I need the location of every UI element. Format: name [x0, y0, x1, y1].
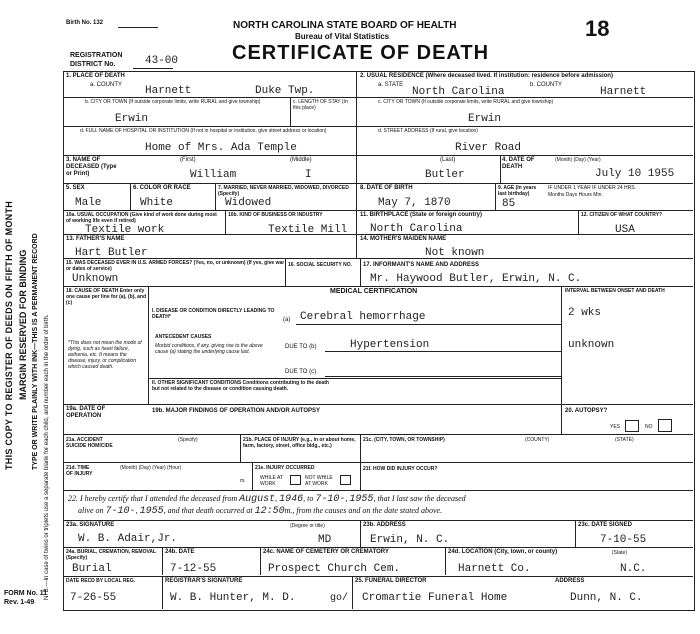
form-number: FORM No. 11	[4, 590, 48, 597]
armed-forces-value: Unknown	[72, 273, 119, 285]
date-signed-label: 23c. DATE SIGNED	[578, 522, 632, 528]
citizen-value: USA	[615, 224, 635, 236]
certify-hour: 12:50	[254, 506, 285, 517]
accident-label: 21a. ACCIDENT SUICIDE HOMICIDE	[66, 437, 113, 449]
last-name-label: (Last)	[440, 157, 456, 163]
degree-label: (Degree or title)	[290, 523, 325, 529]
antecedent-label: ANTECEDENT CAUSES	[155, 334, 212, 340]
residence-state-label: a. STATE	[378, 82, 404, 88]
not-while-label: NOT WHILE AT WORK	[305, 475, 333, 487]
received-date: 7-26-55	[70, 592, 117, 604]
district-label: DISTRICT No.	[70, 61, 116, 68]
received-label: DATE RECD BY LOCAL REG.	[66, 578, 136, 584]
length-of-stay-label: c. LENGTH OF STAY (In this place)	[293, 99, 348, 111]
district-value: 43-00	[145, 55, 179, 67]
burial-location-label: 24d. LOCATION (City, town, or county)	[448, 549, 558, 555]
funeral-director-label: 25. FUNERAL DIRECTOR	[355, 578, 427, 584]
form-revision: Rev. 1-49	[4, 599, 35, 606]
informant-label: 17. INFORMANT'S NAME AND ADDRESS	[363, 262, 479, 268]
mother-value: Not known	[425, 247, 485, 259]
accident-specify: (Specify)	[178, 437, 198, 443]
certify-to-year: 1955	[349, 494, 374, 505]
age-under-label: IF UNDER 1 YEAR IF UNDER 24 HRS.	[548, 185, 636, 191]
degree-value: MD	[318, 534, 332, 546]
father-label: 13. FATHER'S NAME	[66, 236, 125, 242]
burial-label: 24a. BURIAL, CREMATION, REMOVAL (Specify)	[66, 549, 157, 561]
interval-b: unknown	[568, 339, 615, 351]
margin-note-deeds: THIS COPY TO REGISTER OF DEEDS ON FIFTH OF MONTH	[4, 200, 14, 470]
birth-number: Birth No. 132	[66, 20, 104, 26]
certify-line-1: 22. I hereby certify that I attended the deceased from August, 1946, to 7-10-, 1955, that I last saw the deceased	[68, 494, 466, 505]
cemetery-label: 24c. NAME OF CEMETERY OR CREMATORY	[263, 549, 389, 555]
operation-date-label: 19a. DATE OF OPERATION	[66, 406, 106, 419]
ssn-label: 16. SOCIAL SECURITY NO.	[288, 262, 352, 268]
cause-label: 18. CAUSE OF DEATH Enter only one cause per line for (a), (b), and (c)	[66, 288, 147, 306]
other-conditions-label: II. OTHER SIGNIFICANT CONDITIONS Conditions contributing to the death but not related to the disease or condition causing death.	[152, 380, 329, 392]
race-label: 6. COLOR OR RACE	[133, 185, 191, 191]
informant-value: Mr. Haywood Butler, Erwin, N. C.	[370, 273, 582, 285]
injury-city-label: 21c. (CITY, TOWN, OR TOWNSHIP)	[363, 437, 445, 443]
cause-note: *This does not mean the mode of dying, such as heart failure, asthenia, etc. It means the disease, injury, or complication which caused death.	[68, 340, 142, 370]
while-at-work-checkbox[interactable]	[290, 475, 301, 485]
operation-findings-label: 19b. MAJOR FINDINGS OF OPERATION AND/OR AUTOPSY	[152, 408, 321, 414]
death-city: Erwin	[115, 113, 149, 125]
residence-city-label: c. CITY OR TOWN (If outside corporate limits, write RURAL and give township)	[378, 99, 554, 105]
mother-label: 14. MOTHER'S MAIDEN NAME	[360, 236, 447, 242]
business-label: 10b. KIND OF BUSINESS OR INDUSTRY	[228, 212, 323, 218]
funeral-address: Dunn, N. C.	[570, 592, 643, 604]
birth-date-label: 8. DATE OF BIRTH	[360, 185, 413, 191]
race-value: White	[140, 197, 174, 209]
death-township: Duke Twp.	[255, 85, 315, 97]
page-title: CERTIFICATE OF DEATH	[232, 42, 490, 64]
cause-a-prefix: (a)	[283, 317, 291, 323]
bureau-name: Bureau of Vital Statistics	[295, 32, 390, 41]
not-while-checkbox[interactable]	[340, 475, 351, 485]
sex-value: Male	[75, 197, 102, 209]
middle-name-label: (Middle)	[290, 157, 312, 163]
injury-time-columns: (Month) (Day) (Year) (Hour)	[120, 465, 182, 471]
certifier-address-label: 23b. ADDRESS	[363, 522, 406, 528]
first-name: William	[190, 169, 237, 181]
autopsy-yes-label: YES	[610, 424, 621, 430]
certify-line-2: alive on 7-10-, 1955, and that death occurred at 12:50m., from the causes and on the date stated above.	[78, 506, 443, 517]
interval-label: INTERVAL BETWEEN ONSET AND DEATH	[565, 288, 665, 294]
hospital-value: Home of Mrs. Ada Temple	[145, 142, 297, 154]
business-value: Textile Mill	[268, 224, 348, 236]
residence-street: River Road	[455, 142, 522, 154]
age-units-label: Months Days Hours Min.	[548, 192, 603, 198]
injury-county-label: (COUNTY)	[525, 437, 550, 443]
injury-time-label: 21d. TIME OF INJURY	[66, 465, 93, 477]
street-label: d. STREET ADDRESS (If rural, give location)	[378, 128, 478, 134]
hospital-label: d. FULL NAME OF HOSPITAL OR INSTITUTION (If not in hospital or institution, give street address or location)	[80, 128, 327, 134]
board-name: NORTH CAROLINA STATE BOARD OF HEALTH	[233, 20, 457, 31]
place-of-death-label: 1. PLACE OF DEATH	[66, 73, 125, 79]
father-value: Hart Butler	[75, 247, 148, 259]
autopsy-no-label: NO	[645, 424, 653, 430]
injury-occurred-label: 21e. INJURY OCCURRED	[255, 465, 315, 471]
date-of-death: July 10 1955	[595, 168, 675, 180]
residence-city: Erwin	[468, 113, 502, 125]
burial-date: 7-12-55	[170, 563, 217, 575]
name-label: 3. NAME OF DECEASED (Type or Print)	[66, 157, 117, 177]
residence-label: 2. USUAL RESIDENCE (Where deceased lived. If institution: residence before admission)	[360, 73, 613, 79]
citizen-label: 12. CITIZEN OF WHAT COUNTRY?	[581, 212, 663, 218]
burial-location: Harnett Co.	[458, 563, 531, 575]
burial-state: N.C.	[620, 563, 647, 575]
residence-county-label: b. COUNTY	[530, 82, 563, 88]
last-name: Butler	[425, 169, 465, 181]
certify-alive-year: 1955	[139, 506, 164, 517]
injury-place-label: 21b. PLACE OF INJURY (e.g., in or about home, farm, factory, street, office bldg., etc.)	[243, 437, 356, 449]
city-label: b. CITY OR TOWN (If outside corporate limits, write RURAL and give township)	[85, 99, 261, 105]
autopsy-no-checkbox[interactable]	[658, 419, 672, 432]
cause-b: Hypertension	[350, 339, 430, 351]
autopsy-label: 20. AUTOPSY?	[565, 408, 608, 414]
margin-note-binding: MARGIN RESERVED FOR BINDING	[18, 249, 28, 400]
burial-date-label: 24b. DATE	[165, 549, 195, 555]
registrar-label: REGISTRAR'S SIGNATURE	[165, 578, 243, 584]
certify-from-month: August	[239, 494, 276, 505]
medical-header: MEDICAL CERTIFICATION	[330, 288, 418, 295]
middle-name: I	[305, 169, 312, 181]
while-at-work-label: WHILE AT WORK	[260, 475, 283, 487]
margin-note-type: TYPE OR WRITE PLAINLY WITH INK—THIS IS A PERMANENT RECORD	[32, 233, 39, 470]
first-name-label: (First)	[180, 157, 196, 163]
armed-forces-label: 15. WAS DECEASED EVER IN U.S. ARMED FORCES? (Yes, no, or unknown) (If yes, give war or dates of service)	[66, 260, 285, 272]
date-of-death-label: 4. DATE OF DEATH	[502, 157, 535, 170]
funeral-address-label: ADDRESS	[555, 578, 585, 584]
age-label: 9. AGE (In years last birthday)	[498, 185, 537, 197]
injury-time-m: m.	[240, 478, 246, 484]
cemetery-value: Prospect Church Cem.	[268, 563, 401, 575]
signature-value: W. B. Adair,Jr.	[78, 533, 178, 545]
cause-a: Cerebral hemorrhage	[300, 311, 426, 323]
registrar-signature: W. B. Hunter, M. D.	[170, 592, 296, 604]
birth-date: May 7, 1870	[378, 197, 451, 209]
residence-county: Harnett	[600, 86, 647, 98]
burial-value: Burial	[72, 563, 112, 575]
age-value: 85	[502, 198, 516, 210]
death-county: Harnett	[145, 85, 192, 97]
burial-state-label: (State)	[612, 550, 628, 556]
occupation-label: 10a. USUAL OCCUPATION (Give kind of work done during most of working life even if retired)	[66, 212, 217, 224]
sex-label: 5. SEX	[66, 185, 85, 191]
date-signed: 7-10-55	[600, 534, 647, 546]
marital-value: Widowed	[225, 197, 272, 209]
margin-note-twins: N. B.—In case of twins or triplets use a separate blank for each child, and number each in the order of birth.	[44, 314, 50, 600]
due-to-c-label: DUE TO (c)	[285, 369, 317, 375]
registration-label: REGISTRATION	[70, 52, 123, 59]
funeral-director: Cromartie Funeral Home	[362, 592, 508, 604]
birthplace-value: North Carolina	[370, 223, 463, 235]
due-to-b-label: DUE TO (b)	[285, 344, 317, 350]
certify-from-year: 1946	[279, 494, 304, 505]
registrar-suffix: go/	[330, 593, 349, 604]
residence-state: North Carolina	[412, 86, 505, 98]
how-injury-label: 21f. HOW DID INJURY OCCUR?	[363, 466, 438, 472]
certificate-number: 18	[585, 16, 610, 41]
certify-to-date: 7-10-	[315, 494, 346, 505]
morbid-note: Morbid conditions, if any, giving rise to the above cause (a) stating the underlying cause last.	[155, 343, 263, 355]
injury-state-label: (STATE)	[615, 437, 634, 443]
birthplace-label: 11. BIRTHPLACE (State or foreign country)	[360, 212, 483, 218]
county-label: a. COUNTY	[90, 82, 123, 88]
autopsy-yes-checkbox[interactable]	[625, 420, 639, 432]
certify-alive-date: 7-10-	[105, 506, 136, 517]
certifier-address: Erwin, N. C.	[370, 534, 450, 546]
date-of-death-columns: (Month) (Day) (Year)	[555, 157, 601, 163]
occupation-value: Textile work	[85, 224, 165, 236]
signature-label: 23a. SIGNATURE	[66, 522, 115, 528]
interval-a: 2 wks	[568, 307, 602, 319]
marital-label: 7. MARRIED, NEVER MARRIED, WIDOWED, DIVORCED (Specify)	[218, 185, 349, 197]
disease-label: I. DISEASE OR CONDITION DIRECTLY LEADING TO DEATH*	[152, 308, 275, 320]
